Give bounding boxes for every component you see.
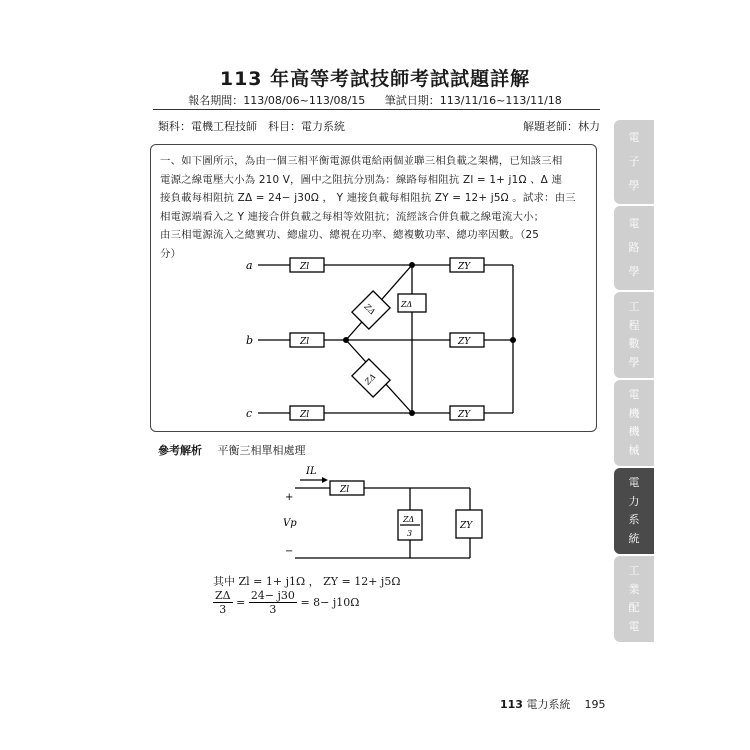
chapter-tabs [614, 120, 654, 644]
three-phase-circuit-diagram [150, 250, 550, 425]
tab-char: 電 [628, 619, 640, 633]
tab-power-systems[interactable] [614, 468, 654, 554]
node-a-label: a [246, 259, 253, 272]
tab-char: 學 [628, 179, 640, 192]
exam-date: 筆試日期：113/11/16~113/11/18 [384, 94, 562, 107]
question-line: 相電源端看入之 Y 連接合併負載之每相等效阻抗；流經該合併負載之線電流大小； [160, 210, 545, 223]
zl-label-a: Zl [300, 262, 310, 272]
page-number: 195 [584, 698, 606, 711]
formula-delta-conversion [213, 589, 359, 616]
frac2-numerator: 24− j30 [250, 589, 295, 602]
node-c-label: c [246, 407, 253, 420]
tab-char: 程 [628, 318, 640, 332]
zdelta-label-ac: ZΔ [401, 300, 413, 309]
zdelta-label-ab: ZΔ [362, 302, 377, 317]
teacher-name: 解題老師：林力 [523, 120, 600, 133]
tab-char: 業 [628, 582, 640, 596]
footer-chapter-number: 113 [500, 698, 523, 711]
plus-sign: + [285, 492, 294, 503]
exam-dates [0, 92, 750, 108]
footer-chapter-name: 電力系統 [526, 698, 571, 711]
frac1-denominator: 3 [219, 603, 227, 616]
voltage-label: Vp [283, 518, 297, 529]
question-line: 電源之線電壓大小為 210 V，圖中之阻抗分別為：線路每相阻抗 Zl = 1+ j1Ω 、Δ 連 [160, 173, 563, 186]
tab-char: 電 [628, 131, 640, 144]
tab-char: 配 [628, 601, 640, 615]
tab-electronics[interactable] [614, 120, 654, 204]
tab-char: 子 [628, 155, 640, 168]
question-line: 接負載每相阻抗 ZΔ = 24− j30Ω ， Y 連接負載每相阻抗 ZY = 12+ j5Ω 。試求：由三 [160, 192, 576, 204]
header-divider [153, 109, 600, 110]
frac2-denominator: 3 [269, 603, 277, 616]
zl-label-c: Zl [300, 410, 310, 420]
tab-char: 械 [628, 443, 640, 457]
category-subject: 類科：電機工程技師 科目：電力系統 [158, 120, 345, 133]
tab-char: 電 [628, 388, 640, 402]
single-phase-equivalent-diagram [270, 462, 500, 567]
page-footer [500, 696, 605, 712]
question-line: 分） [160, 247, 182, 260]
frac1-numerator: ZΔ [215, 589, 231, 602]
analysis-method: 平衡三相單相處理 [217, 444, 306, 457]
zl-label-b: Zl [300, 337, 310, 347]
zdelta-numerator: ZΔ [403, 515, 415, 524]
tab-char: 數 [628, 337, 640, 351]
tab-electric-machines[interactable] [614, 380, 654, 466]
tab-char: 統 [628, 531, 640, 545]
zdelta-denominator: 3 [407, 529, 413, 538]
tab-char: 電 [628, 217, 640, 230]
tab-char: 機 [628, 406, 640, 420]
formula-result: = 8− j10Ω [300, 596, 360, 609]
tab-char: 機 [628, 425, 640, 439]
analysis-heading [158, 442, 306, 458]
page-title: 113 年高等考試技師考試試題詳解 [219, 68, 531, 90]
zl-label: Zl [340, 485, 350, 495]
formula-given: 其中 Zl = 1+ j1Ω ， ZY = 12+ j5Ω [213, 575, 401, 588]
zdelta-label-bc: ZΔ [363, 372, 378, 387]
tab-char: 學 [628, 265, 640, 278]
tab-char: 力 [628, 494, 640, 508]
zy-label-c: ZY [458, 410, 471, 420]
question-text [160, 152, 590, 263]
current-label: IL [306, 466, 317, 477]
equals-sign: = [236, 596, 246, 609]
zy-label: ZY [460, 521, 473, 531]
question-line: 由三相電源流入之總實功、總虛功、總視在功率、總複數功率、總功率因數。（25 [160, 229, 540, 241]
zy-label-a: ZY [458, 262, 471, 272]
minus-sign: − [285, 546, 294, 557]
tab-industrial-distribution[interactable] [614, 556, 654, 642]
tab-char: 系 [628, 513, 640, 527]
question-line: 一、如下圖所示，為由一個三相平衡電源供電給兩個並聯三相負載之架構，已知該三相 [160, 155, 563, 167]
analysis-label: 參考解析 [158, 444, 202, 457]
tab-char: 工 [628, 300, 640, 314]
tab-circuits[interactable] [614, 206, 654, 290]
tab-char: 學 [628, 355, 640, 369]
tab-engineering-math[interactable] [614, 292, 654, 378]
zy-label-b: ZY [458, 337, 471, 347]
tab-char: 路 [628, 241, 640, 254]
tab-char: 工 [628, 564, 640, 578]
registration-period: 報名期間：113/08/06~113/08/15 [188, 94, 366, 107]
tab-char: 電 [628, 476, 640, 490]
node-b-label: b [246, 334, 254, 347]
